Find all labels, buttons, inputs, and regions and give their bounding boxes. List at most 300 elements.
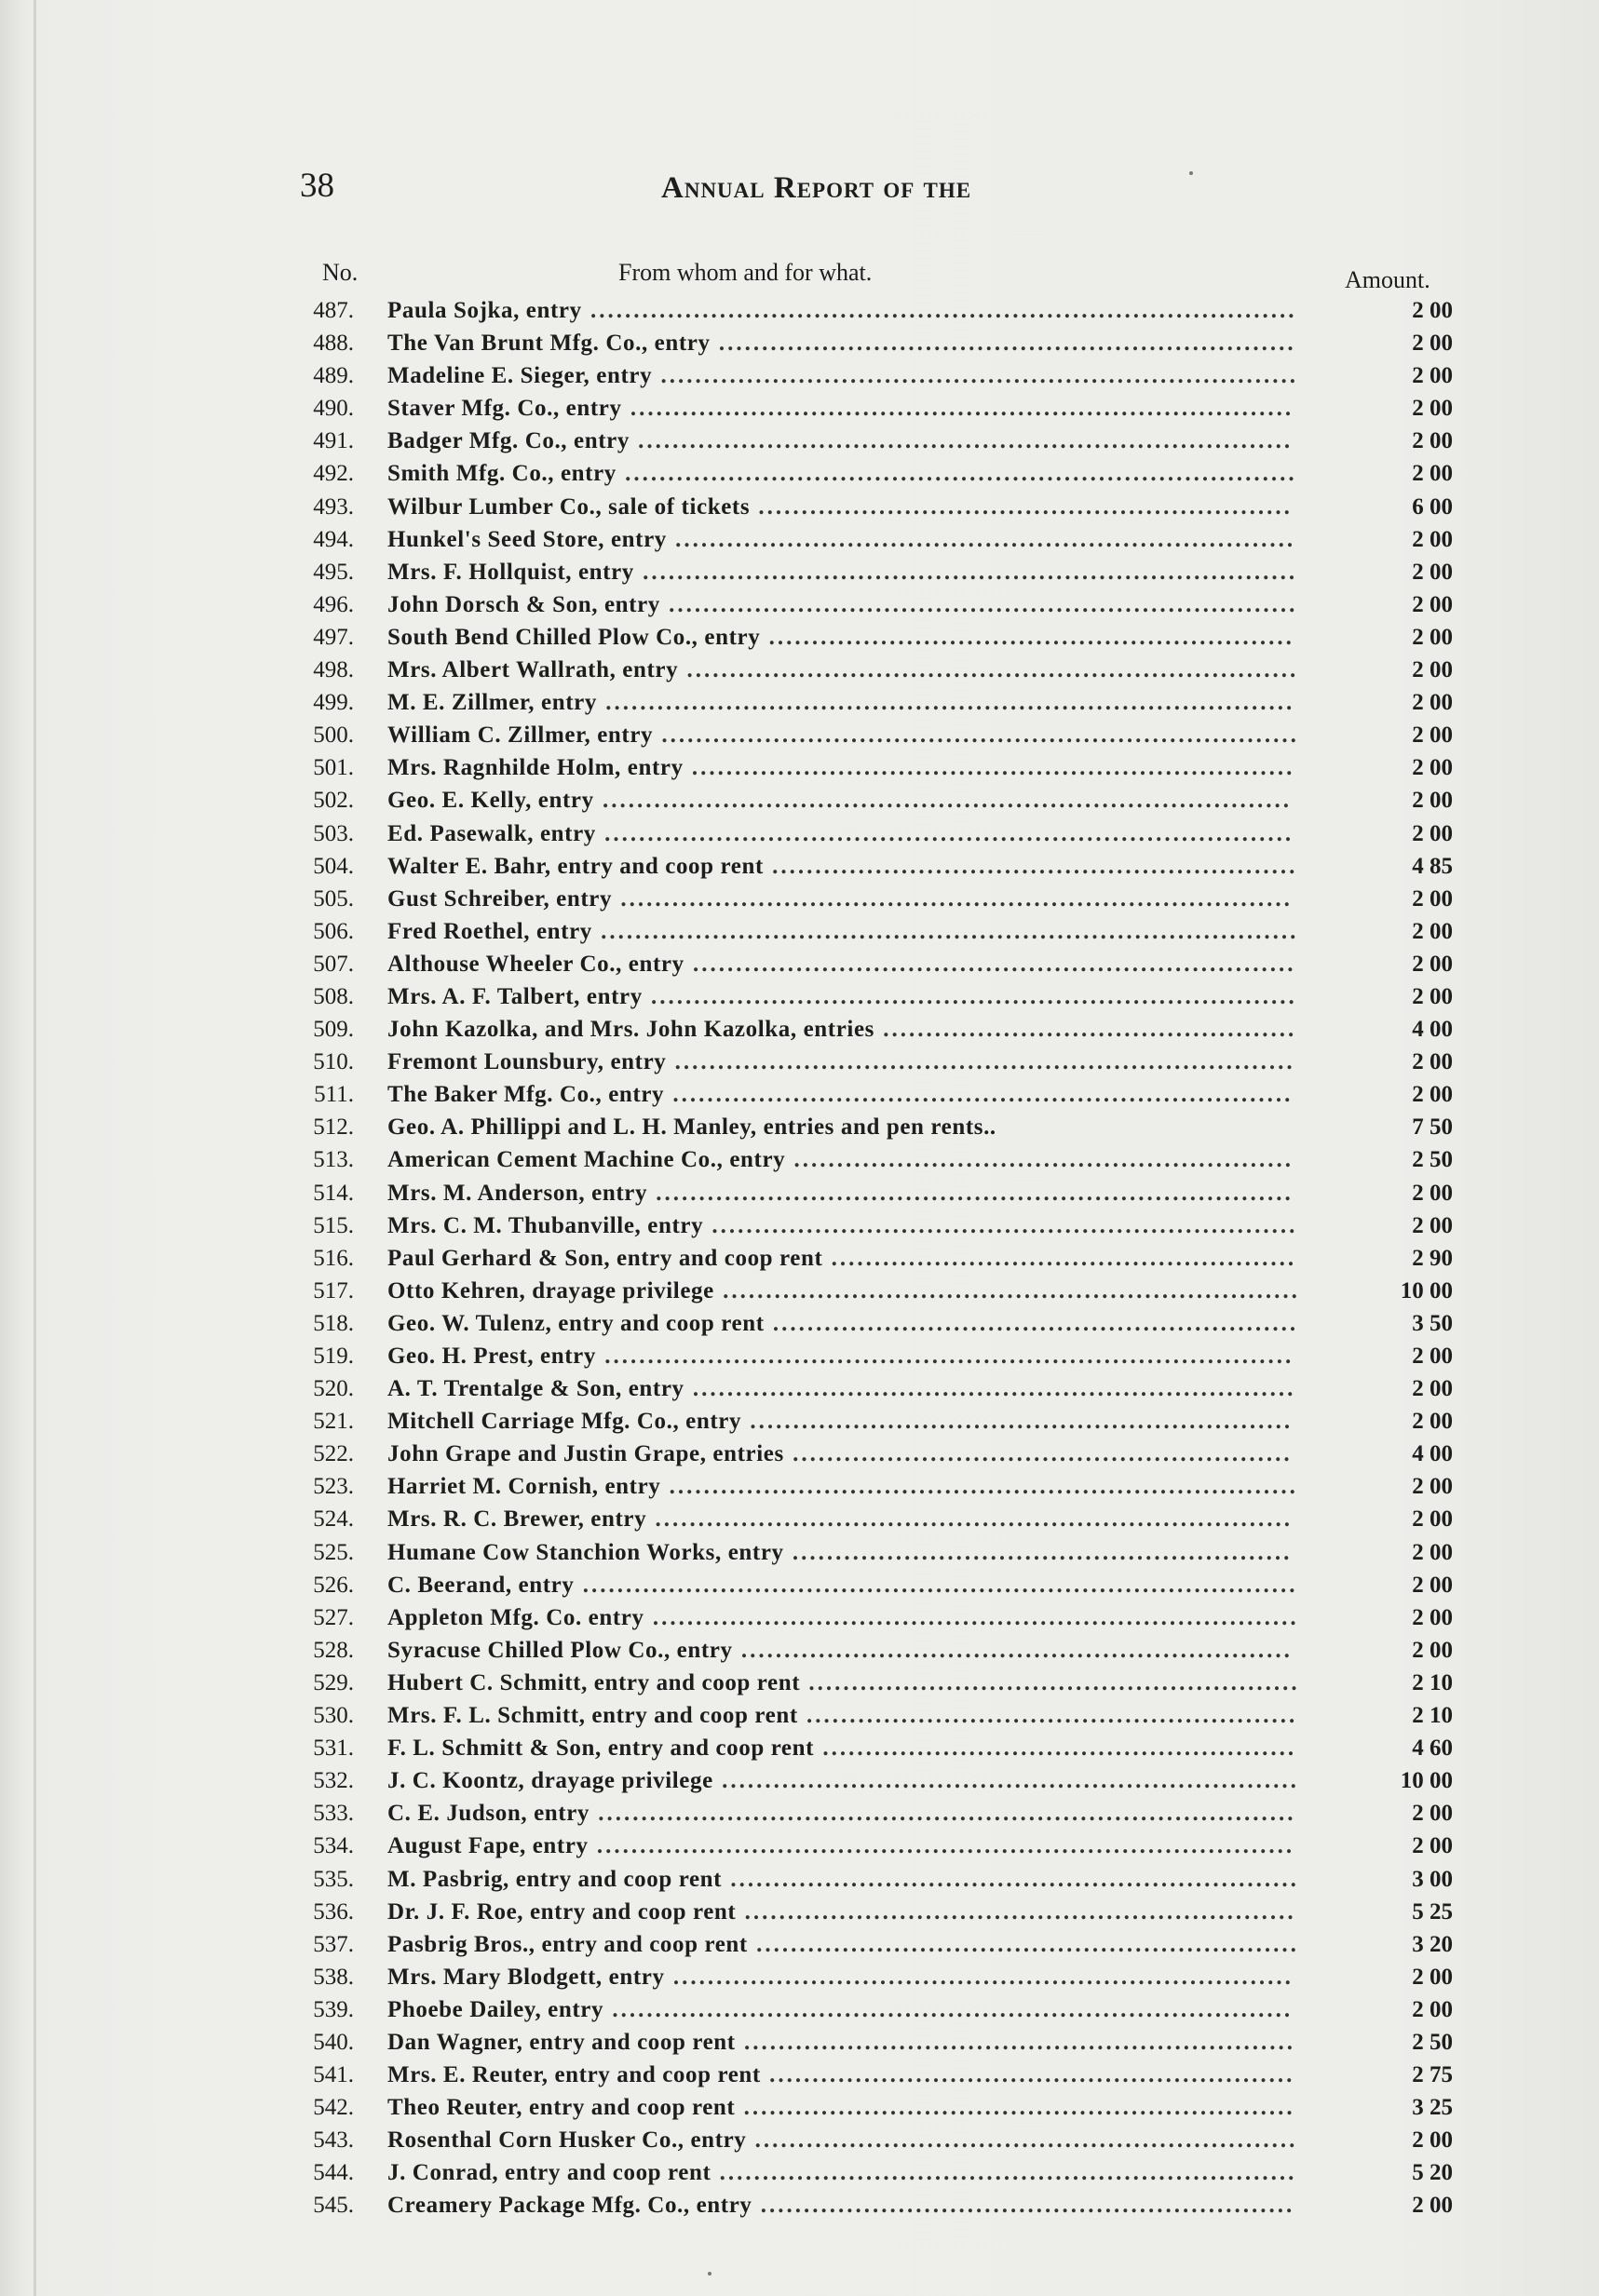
entry-number: 497. xyxy=(313,624,354,650)
entry-description-cell xyxy=(387,1275,1319,1307)
dot-leaders: ................................................................................ xyxy=(595,1344,1294,1369)
entry-description: M. E. Zillmer, entry xyxy=(387,690,597,716)
entry-description: Geo. A. Phillippi and L. H. Manley, entries and pen rents.. xyxy=(387,1114,996,1141)
entry-description: Hunkel's Seed Store, entry xyxy=(387,526,667,552)
entry-number: 534. xyxy=(313,1833,354,1859)
dot-leaders: ....................................................... xyxy=(814,1736,1297,1762)
entry-description-cell xyxy=(387,2091,1319,2124)
entry-number: 520. xyxy=(313,1376,354,1402)
entry-number: 524. xyxy=(313,1506,354,1533)
entry-number: 498. xyxy=(313,657,354,683)
dot-leaders: .......................................................................... xyxy=(646,1506,1293,1533)
entry-description-cell xyxy=(387,294,1319,327)
entry-amount: 2 00 xyxy=(1412,885,1453,912)
entry-description: Mrs. F. L. Schmitt, entry and coop rent xyxy=(387,1703,798,1729)
dot-leaders: ......................................................................... xyxy=(660,1474,1298,1500)
entry-description: Creamery Package Mfg. Co., entry xyxy=(387,2193,752,2219)
entry-number: 518. xyxy=(313,1310,354,1336)
entry-amount: 3 25 xyxy=(1412,2095,1453,2121)
entry-number: 512. xyxy=(313,1114,354,1141)
dot-leaders: ................................................................ xyxy=(736,1898,1296,1925)
entry-description: Harriet M. Cornish, entry xyxy=(387,1474,661,1500)
entry-description: J. C. Koontz, drayage privilege xyxy=(387,1768,713,1794)
entry-amount: 3 00 xyxy=(1412,1866,1453,1892)
entry-amount: 2 00 xyxy=(1412,428,1453,454)
entry-description-cell xyxy=(387,1438,1319,1470)
entry-amount: 2 00 xyxy=(1412,788,1453,814)
entry-number: 530. xyxy=(313,1703,354,1729)
dot-leaders: .......................................................... xyxy=(783,1539,1293,1565)
entry-description: Paul Gerhard & Son, entry and coop rent xyxy=(387,1245,823,1271)
entry-description-cell xyxy=(387,1699,1319,1732)
entry-amount: 2 00 xyxy=(1412,1572,1453,1598)
entry-amount: 2 00 xyxy=(1412,755,1453,781)
entry-amount: 10 00 xyxy=(1400,1768,1453,1794)
entry-amount: 2 50 xyxy=(1412,2029,1453,2055)
entry-description: August Fape, entry xyxy=(387,1833,589,1859)
dot-leaders: ............................................................. xyxy=(760,624,1294,650)
dot-leaders: .............................................................................. xyxy=(612,885,1293,912)
entry-description: Mrs. M. Anderson, entry xyxy=(387,1180,648,1206)
dot-leaders: ................................................................................ xyxy=(593,788,1292,814)
entry-description-cell xyxy=(387,1209,1319,1242)
entry-description-cell xyxy=(387,1470,1319,1503)
entry-description-cell xyxy=(387,359,1319,392)
entry-number: 495. xyxy=(313,559,354,585)
dot-leaders: ................................................................ xyxy=(732,1637,1293,1663)
entry-description: American Cement Machine Co., entry xyxy=(387,1147,786,1173)
table-row xyxy=(289,1830,1471,1862)
entry-amount: 2 00 xyxy=(1412,331,1453,357)
dot-leaders: ................................................................................. xyxy=(591,918,1299,944)
dot-leaders: ........................................................................... xyxy=(644,1604,1299,1630)
table-row xyxy=(289,948,1471,980)
entry-number: 538. xyxy=(313,1964,354,1990)
entry-description: Ed. Pasewalk, entry xyxy=(387,820,596,846)
dot-leaders: ........................................................................... xyxy=(642,983,1297,1009)
entry-amount: 2 00 xyxy=(1412,1474,1453,1500)
entry-number: 535. xyxy=(313,1866,354,1892)
dot-leaders: ....................................................................... xyxy=(678,657,1299,683)
entry-description: M. Pasbrig, entry and coop rent xyxy=(387,1866,723,1892)
entry-number: 525. xyxy=(313,1539,354,1565)
entry-description-cell xyxy=(387,817,1319,850)
entry-number: 515. xyxy=(313,1212,354,1238)
table-row xyxy=(289,2026,1471,2059)
entry-amount: 5 25 xyxy=(1412,1898,1453,1925)
entry-description: Humane Cow Stanchion Works, entry xyxy=(387,1539,784,1565)
entry-description: Dr. J. F. Roe, entry and coop rent xyxy=(387,1898,737,1925)
entry-amount: 2 00 xyxy=(1412,1801,1453,1827)
entry-description-cell xyxy=(387,588,1319,621)
entry-number: 493. xyxy=(313,493,354,520)
entry-number: 545. xyxy=(313,2193,354,2219)
entry-amount: 2 00 xyxy=(1412,1082,1453,1108)
entry-description-cell xyxy=(387,1013,1319,1046)
entry-amount: 2 00 xyxy=(1412,820,1453,846)
entry-description-cell xyxy=(387,523,1319,556)
dot-leaders: ............................................................... xyxy=(746,2127,1298,2154)
dot-leaders: ................................................................... xyxy=(712,1768,1299,1794)
entry-description: Mrs. E. Reuter, entry and coop rent xyxy=(387,2062,761,2088)
table-row xyxy=(289,1340,1471,1372)
column-header-what: From whom and for what. xyxy=(618,259,873,286)
table-row xyxy=(289,850,1471,883)
entry-number: 490. xyxy=(313,396,354,422)
dot-leaders: ......................................................... xyxy=(800,1669,1300,1695)
table-row xyxy=(289,1667,1471,1699)
dot-leaders: ............................................................... xyxy=(747,1931,1299,1957)
entry-amount: 10 00 xyxy=(1400,1277,1453,1303)
entry-description: Wilbur Lumber Co., sale of tickets xyxy=(387,493,751,520)
entry-description-cell xyxy=(387,1307,1319,1340)
dot-leaders: ................................................................................. xyxy=(588,1833,1295,1859)
entry-description-cell xyxy=(387,2026,1319,2059)
entry-description-cell xyxy=(387,915,1319,948)
entry-description-cell xyxy=(387,850,1319,883)
entry-description: A. T. Trentalge & Son, entry xyxy=(387,1376,684,1402)
dot-leaders: ................................................................................ xyxy=(595,820,1294,846)
entry-description: Geo. W. Tulenz, entry and coop rent xyxy=(387,1310,765,1336)
entry-amount: 2 00 xyxy=(1412,1637,1453,1663)
table-row xyxy=(289,1764,1471,1797)
entry-description: Dan Wagner, entry and coop rent xyxy=(387,2029,736,2055)
entry-number: 541. xyxy=(313,2062,354,2088)
entry-description: The Baker Mfg. Co., entry xyxy=(387,1082,665,1108)
table-row xyxy=(289,1797,1471,1830)
dot-leaders: .................................................................................. xyxy=(581,298,1297,323)
entry-amount: 3 50 xyxy=(1412,1310,1453,1336)
entry-description: J. Conrad, entry and coop rent xyxy=(387,2160,711,2186)
table-row xyxy=(289,751,1471,784)
dot-leaders: ................................................................ xyxy=(735,2029,1295,2055)
entry-amount: 2 00 xyxy=(1412,951,1453,977)
entry-number: 531. xyxy=(313,1736,354,1762)
entry-amount: 5 20 xyxy=(1412,2160,1453,2186)
entry-amount: 2 00 xyxy=(1412,298,1453,323)
entry-description-cell xyxy=(387,1046,1319,1078)
dot-leaders: ................................................................... xyxy=(710,331,1296,357)
table-row xyxy=(289,1470,1471,1503)
entry-amount: 2 75 xyxy=(1412,2062,1453,2088)
receipt-list xyxy=(289,294,1471,2222)
entry-number: 516. xyxy=(313,1245,354,1271)
entry-number: 532. xyxy=(313,1768,354,1794)
entry-number: 519. xyxy=(313,1344,354,1369)
entry-description: Mrs. C. M. Thubanville, entry xyxy=(387,1212,704,1238)
table-row xyxy=(289,1732,1471,1764)
dot-leaders: ................................................................... xyxy=(711,2160,1297,2186)
entry-amount: 2 00 xyxy=(1412,461,1453,487)
dot-leaders: ........................................................................ xyxy=(664,1964,1294,1990)
entry-description: C. E. Judson, entry xyxy=(387,1801,589,1827)
dot-leaders: ................................................................................... xyxy=(574,1572,1298,1598)
entry-number: 540. xyxy=(313,2029,354,2055)
entry-amount: 2 90 xyxy=(1412,1245,1453,1271)
entry-description: Mrs. Albert Wallrath, entry xyxy=(387,657,679,683)
entry-number: 506. xyxy=(313,918,354,944)
dot-leaders: ........................................................................ xyxy=(664,1082,1294,1108)
table-row xyxy=(289,1503,1471,1535)
entry-number: 526. xyxy=(313,1572,354,1598)
entry-description-cell xyxy=(387,980,1319,1013)
table-row xyxy=(289,523,1471,556)
table-row xyxy=(289,654,1471,686)
entry-description: Mrs. R. C. Brewer, entry xyxy=(387,1506,647,1533)
dot-leaders: .............................................................. xyxy=(752,2193,1295,2219)
table-row xyxy=(289,1275,1471,1307)
entry-number: 487. xyxy=(313,298,354,323)
table-row xyxy=(289,980,1471,1013)
entry-description-cell xyxy=(387,1601,1319,1634)
dot-leaders: .......................................................... xyxy=(783,1441,1293,1467)
entry-description-cell xyxy=(387,392,1319,425)
entry-amount: 4 00 xyxy=(1412,1017,1453,1043)
entry-description-cell xyxy=(387,784,1319,817)
entry-description-cell xyxy=(387,556,1319,588)
entry-amount: 2 00 xyxy=(1412,1996,1453,2022)
dot-leaders: .................................................................... xyxy=(703,1212,1298,1238)
entry-amount: 2 10 xyxy=(1412,1703,1453,1729)
entry-amount: 2 00 xyxy=(1412,363,1453,389)
entry-description: Mitchell Carriage Mfg. Co., entry xyxy=(387,1409,742,1435)
dot-leaders: ...................................................................... xyxy=(684,951,1296,977)
entry-description: Geo. E. Kelly, entry xyxy=(387,788,594,814)
dot-leaders: ........................................................................ xyxy=(666,526,1296,552)
dot-leaders: ............................................................................... xyxy=(603,1996,1294,2022)
dot-leaders: ............................................................................ xyxy=(633,559,1298,585)
entry-description: Madeline E. Sieger, entry xyxy=(387,363,653,389)
entry-amount: 2 00 xyxy=(1412,1506,1453,1533)
table-row xyxy=(289,327,1471,359)
entry-amount: 2 00 xyxy=(1412,983,1453,1009)
entry-description: Theo Reuter, entry and coop rent xyxy=(387,2095,736,2121)
entry-description: F. L. Schmitt & Son, entry and coop rent xyxy=(387,1736,815,1762)
entry-description-cell xyxy=(387,425,1319,457)
entry-description-cell xyxy=(387,1961,1319,1993)
entry-description: Appleton Mfg. Co. entry xyxy=(387,1604,644,1630)
entry-number: 522. xyxy=(313,1441,354,1467)
entry-amount: 2 00 xyxy=(1412,559,1453,585)
table-row xyxy=(289,2059,1471,2091)
entry-number: 543. xyxy=(313,2127,354,2154)
table-row xyxy=(289,1896,1471,1928)
entry-amount: 2 00 xyxy=(1412,526,1453,552)
print-speck xyxy=(708,2272,711,2276)
entry-description-cell xyxy=(387,883,1319,915)
entry-number: 539. xyxy=(313,1996,354,2022)
entry-amount: 2 00 xyxy=(1412,1833,1453,1859)
dot-leaders: ............................................................. xyxy=(760,2062,1295,2088)
entry-description-cell xyxy=(387,1242,1319,1275)
entry-description-cell xyxy=(387,491,1319,523)
table-row xyxy=(289,883,1471,915)
entry-description: Gust Schreiber, entry xyxy=(387,885,613,912)
dot-leaders: .............................................................. xyxy=(750,493,1293,520)
table-row xyxy=(289,2156,1471,2189)
table-row xyxy=(289,2091,1471,2124)
entry-amount: 2 00 xyxy=(1412,1344,1453,1369)
entry-description: Mrs. Mary Blodgett, entry xyxy=(387,1964,665,1990)
entry-description: C. Beerand, entry xyxy=(387,1572,575,1598)
entry-description: Smith Mfg. Co., entry xyxy=(387,461,617,487)
entry-description: Syracuse Chilled Plow Co., entry xyxy=(387,1637,733,1663)
entry-number: 517. xyxy=(313,1277,354,1303)
entry-description-cell xyxy=(387,654,1319,686)
entry-description-cell xyxy=(387,621,1319,654)
table-row xyxy=(289,392,1471,425)
entry-description: John Dorsch & Son, entry xyxy=(387,591,660,617)
table-row xyxy=(289,1569,1471,1601)
dot-leaders: .......................................................................... xyxy=(647,1180,1294,1206)
entry-amount: 4 85 xyxy=(1412,853,1453,879)
entry-description-cell xyxy=(387,327,1319,359)
dot-leaders: ......................................................... xyxy=(797,1703,1298,1729)
entry-description: Hubert C. Schmitt, entry and coop rent xyxy=(387,1669,801,1695)
dot-leaders: ............................................................... xyxy=(741,1409,1294,1435)
entry-number: 542. xyxy=(313,2095,354,2121)
dot-leaders: .......................................................................... xyxy=(653,723,1299,749)
dot-leaders: ...................................................... xyxy=(822,1245,1297,1271)
table-row xyxy=(289,359,1471,392)
entry-number: 529. xyxy=(313,1669,354,1695)
page-edge xyxy=(34,0,36,2296)
table-row xyxy=(289,621,1471,654)
table-row xyxy=(289,1143,1471,1176)
entry-description-cell xyxy=(387,1634,1319,1667)
entry-description: Mrs. Ragnhilde Holm, entry xyxy=(387,755,684,781)
entry-description-cell xyxy=(387,1143,1319,1176)
entry-description: Mrs. F. Hollquist, entry xyxy=(387,559,634,585)
entry-description: John Grape and Justin Grape, entries xyxy=(387,1441,784,1467)
entry-description-cell xyxy=(387,1830,1319,1862)
entry-number: 502. xyxy=(313,788,354,814)
entry-description: Althouse Wheeler Co., entry xyxy=(387,951,684,977)
dot-leaders: ................................................................................. xyxy=(589,1801,1296,1827)
entry-description: Rosenthal Corn Husker Co., entry xyxy=(387,2127,747,2154)
entry-description-cell xyxy=(387,457,1319,490)
dot-leaders: ................................................................... xyxy=(713,1277,1300,1303)
entry-number: 533. xyxy=(313,1801,354,1827)
dot-leaders: .............................................................................. xyxy=(616,461,1297,487)
entry-description-cell xyxy=(387,1405,1319,1438)
entry-description: Mrs. A. F. Talbert, entry xyxy=(387,983,643,1009)
entry-number: 505. xyxy=(313,885,354,912)
column-header-no: No. xyxy=(322,259,359,286)
entry-number: 488. xyxy=(313,331,354,357)
entry-amount: 2 00 xyxy=(1412,624,1453,650)
entry-number: 500. xyxy=(313,723,354,749)
entry-number: 523. xyxy=(313,1474,354,1500)
entry-description-cell xyxy=(387,719,1319,751)
entry-description-cell xyxy=(387,686,1319,719)
entry-description: Geo. H. Prest, entry xyxy=(387,1344,596,1369)
dot-leaders: ......................................................................... xyxy=(659,591,1298,617)
table-row xyxy=(289,491,1471,523)
dot-leaders: ............................................................................. xyxy=(621,396,1294,422)
entry-description: Fred Roethel, entry xyxy=(387,918,592,944)
table-row xyxy=(289,2189,1471,2222)
entry-number: 494. xyxy=(313,526,354,552)
table-row xyxy=(289,719,1471,751)
dot-leaders: ............................................................. xyxy=(764,1310,1299,1336)
table-row xyxy=(289,1961,1471,1993)
entry-amount: 3 20 xyxy=(1412,1931,1453,1957)
entry-description-cell xyxy=(387,1667,1319,1699)
entry-number: 499. xyxy=(313,690,354,716)
table-row xyxy=(289,915,1471,948)
dot-leaders: .......................................................................... xyxy=(652,363,1298,389)
dot-leaders: ................................................ xyxy=(874,1017,1297,1043)
table-row xyxy=(289,1601,1471,1634)
entry-number: 489. xyxy=(313,363,354,389)
entry-description-cell xyxy=(387,1503,1319,1535)
table-row xyxy=(289,1372,1471,1405)
table-row xyxy=(289,588,1471,621)
entry-amount: 2 00 xyxy=(1412,1604,1453,1630)
table-row xyxy=(289,425,1471,457)
entry-amount: 2 00 xyxy=(1412,591,1453,617)
entry-number: 496. xyxy=(313,591,354,617)
entry-description: John Kazolka, and Mrs. John Kazolka, entries xyxy=(387,1017,874,1043)
entry-amount: 2 00 xyxy=(1412,723,1453,749)
entry-description: William C. Zillmer, entry xyxy=(387,723,654,749)
entry-number: 492. xyxy=(313,461,354,487)
entry-description: South Bend Chilled Plow Co., entry xyxy=(387,624,761,650)
table-row xyxy=(289,817,1471,850)
table-row xyxy=(289,1699,1471,1732)
dot-leaders: ................................................................ xyxy=(735,2095,1295,2121)
entry-amount: 2 00 xyxy=(1412,1376,1453,1402)
entry-number: 501. xyxy=(313,755,354,781)
table-row xyxy=(289,1111,1471,1143)
entry-amount: 6 00 xyxy=(1412,493,1453,520)
entry-amount: 2 00 xyxy=(1412,2127,1453,2154)
dot-leaders: ............................................................................ xyxy=(629,428,1294,454)
entry-description: Pasbrig Bros., entry and coop rent xyxy=(387,1931,748,1957)
column-headers xyxy=(300,259,1473,296)
entry-amount: 2 00 xyxy=(1412,918,1453,944)
table-row xyxy=(289,1634,1471,1667)
table-row xyxy=(289,1242,1471,1275)
table-row xyxy=(289,1078,1471,1111)
entry-amount: 2 00 xyxy=(1412,2193,1453,2219)
table-row xyxy=(289,1928,1471,1961)
dot-leaders: ...................................................................... xyxy=(683,755,1295,781)
entry-description-cell xyxy=(387,1372,1319,1405)
entry-description-cell xyxy=(387,2156,1319,2189)
entry-description-cell xyxy=(387,2189,1319,2222)
table-row xyxy=(289,1405,1471,1438)
entry-description-cell xyxy=(387,2059,1319,2091)
entry-description-cell xyxy=(387,948,1319,980)
entry-number: 544. xyxy=(313,2160,354,2186)
dot-leaders: ...................................................................... xyxy=(684,1376,1296,1402)
table-row xyxy=(289,294,1471,327)
entry-description: Walter E. Bahr, entry and coop rent xyxy=(387,853,764,879)
entry-amount: 2 10 xyxy=(1412,1669,1453,1695)
entry-description-cell xyxy=(387,1569,1319,1601)
dot-leaders: ........................................................................ xyxy=(666,1049,1295,1075)
entry-number: 509. xyxy=(313,1017,354,1043)
table-row xyxy=(289,1993,1471,2026)
entry-amount: 2 00 xyxy=(1412,1539,1453,1565)
entry-amount: 2 00 xyxy=(1412,396,1453,422)
table-row xyxy=(289,1046,1471,1078)
entry-number: 508. xyxy=(313,983,354,1009)
entry-description-cell xyxy=(387,1111,1319,1143)
page-header xyxy=(300,166,1324,212)
